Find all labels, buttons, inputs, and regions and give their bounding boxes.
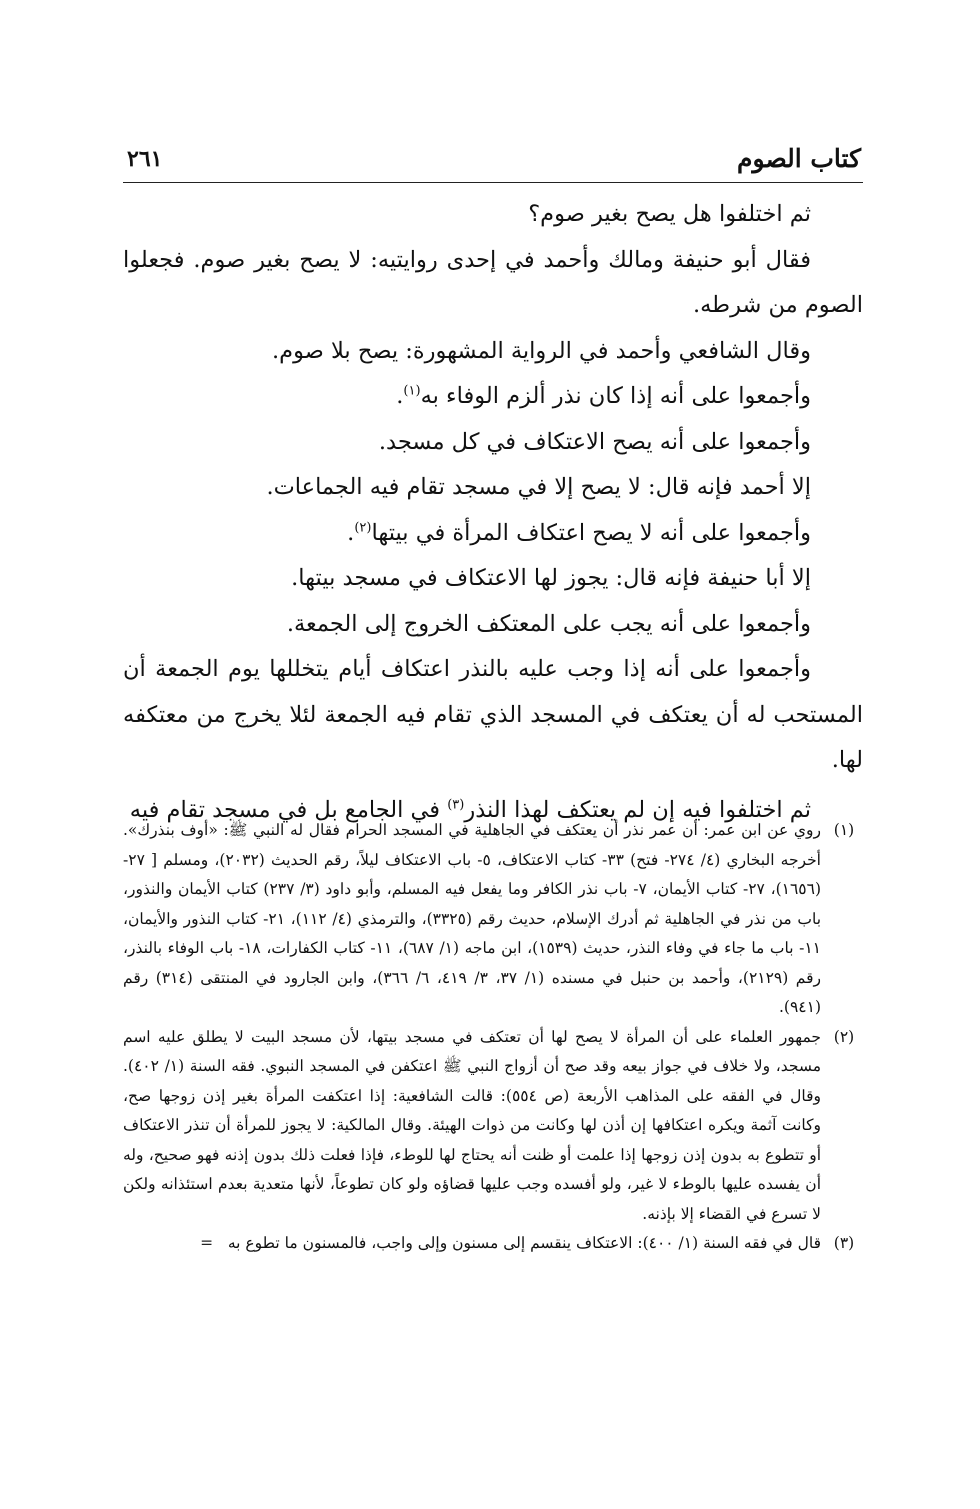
- page-header: [123, 140, 863, 183]
- footnote-ref[interactable]: (١): [403, 383, 421, 399]
- period: .: [347, 519, 355, 546]
- footnote-text: روي عن ابن عمر: أن عمر نذر أن يعتكف في الجاهلية في المسجد الحرام فقال له النبي ﷺ: «أوف بنذرك». أخرجه البخاري (٤/ ٢٧٤- فتح) ٣٣- كتاب الاعتكاف، ٥- باب الاعتكاف ليلاً، رقم الحديث (٢٠٣٢)، ومسلم [ ٢٧- (١٦٥٦)، ٢٧- كتاب الأيمان، ٧- باب نذر الكافر وما يفعل فيه المسلم، وأبو داود (٣/ ٢٣٧) كتاب الأيمان والنذور، باب من نذر في الجاهلية ثم أدرك الإسلام، حديث رقم (٣٣٢٥)، والترمذي (٤/ ١١٢)، ٢١- كتاب النذور والأيمان، ١١- باب ما جاء في وفاء النذر، حديث (١٥٣٩)، ابن ماجه (١/ ٦٨٧)، ١١- كتاب الكفارات، ١٨- باب الوفاء بالنذر، رقم (٢١٢٩)، وأحمد بن حنبل في مسنده (١/ ٣٧، ٣/ ٤١٩، ٦/ ٣٦٦)، وابن الجارود في المنتقى (٣١٤) رقم (٩٤١).: [123, 821, 822, 1016]
- footnote-number: (٣): [833, 1234, 855, 1252]
- paragraph-text: وأجمعوا على أنه لا يصح اعتكاف المرأة في بيتها: [371, 519, 811, 546]
- running-title: كتاب الصوم: [737, 144, 861, 173]
- footnote-number: (١): [833, 821, 855, 839]
- footnote-text: جمهور العلماء على أن المرأة لا يصح لها أن تعتكف في مسجد بيتها، لأن مسجد البيت لا يطلق عليه اسم مسجد، ولا خلاف في جواز بيعه وقد صح أن أزواج النبي ﷺ اعتكفن في المسجد النبوي. فقه السنة (١/ ٤٠٢). وقال في الفقه على المذاهب الأربعة (ص ٥٥٤): قالت الشافعية: إذا اعتكفت المرأة بغير إذن زوجها صح، وكانت آثمة ويكره اعتكافها إن أذن لها وكانت من ذوات الهيئة. وقال المالكية: لا يجوز للمرأة أن تنذر الاعتكاف أو تتطوع به بدون إذن زوجها إذا علمت أو ظنت أنه يحتاج لها للوطء، فإذا فعلت ذلك بدون إذنه فهو صحيح، وله أن يفسده عليها بالوطء لا غير، ولو أفسده وجب عليها قضاؤه ولو كان تطوعاً، لأنها متعدية بعدم استئذانه ولكن لا تسرع في القضاء إلا بإذنه.: [123, 1027, 821, 1223]
- footnote-ref[interactable]: (٣): [447, 797, 465, 812]
- continuation-mark: =: [200, 1234, 214, 1252]
- footnote-text-body: قال في فقه السنة (١/ ٤٠٠): الاعتكاف ينقسم إلى مسنون وإلى واجب، فالمسنون ما تطوع به: [227, 1234, 821, 1252]
- footnote-ref[interactable]: (٢): [354, 520, 372, 535]
- paragraph: [123, 374, 863, 420]
- footnote: [123, 1229, 867, 1259]
- paragraph-text: وأجمعوا على أنه إذا كان نذر ألزم الوفاء به: [420, 383, 811, 409]
- footnote: [123, 816, 867, 1023]
- period: .: [396, 383, 404, 409]
- footnotes: [123, 816, 867, 1259]
- paragraph: ثم اختلفوا هل يصح بغير صوم؟: [528, 201, 811, 227]
- paragraph-text: ثم اختلفوا فيه إن لم يعتكف لهذا النذر: [464, 796, 811, 823]
- paragraph: [123, 511, 863, 557]
- paragraph: إلا أحمد فإنه قال: لا يصح إلا في مسجد تقام فيه الجماعات.: [266, 474, 811, 500]
- paragraph: فقال أبو حنيفة ومالك وأحمد في إحدى روايتيه: لا يصح بغير صوم. فجعلوا الصوم من شرطه.: [123, 246, 863, 318]
- footnote: [123, 1023, 867, 1230]
- paragraph: وأجمعوا على أنه يصح الاعتكاف في كل مسجد.: [378, 428, 811, 455]
- footnote-number: (٢): [833, 1027, 855, 1046]
- main-text: [123, 192, 863, 833]
- paragraph: وأجمعوا على أنه إذا وجب عليه بالنذر اعتكاف أيام يتخللها يوم الجمعة أن المستحب له أن يعتكف في المسجد الذي تقام فيه الجمعة لئلا يخرج من معتكفه لها.: [123, 656, 863, 773]
- paragraph: وقال الشافعي وأحمد في الرواية المشهورة: يصح بلا صوم.: [272, 337, 811, 364]
- page-number: ٢٦١: [127, 146, 163, 172]
- paragraph-text: في الجامع بل في مسجد تقام فيه: [129, 796, 441, 823]
- paragraph: وأجمعوا على أنه يجب على المعتكف الخروج إلى الجمعة.: [286, 610, 811, 637]
- footnote-text: [123, 1229, 821, 1259]
- paragraph: إلا أبا حنيفة فإنه قال: يجوز لها الاعتكاف في مسجد بيتها.: [291, 565, 811, 591]
